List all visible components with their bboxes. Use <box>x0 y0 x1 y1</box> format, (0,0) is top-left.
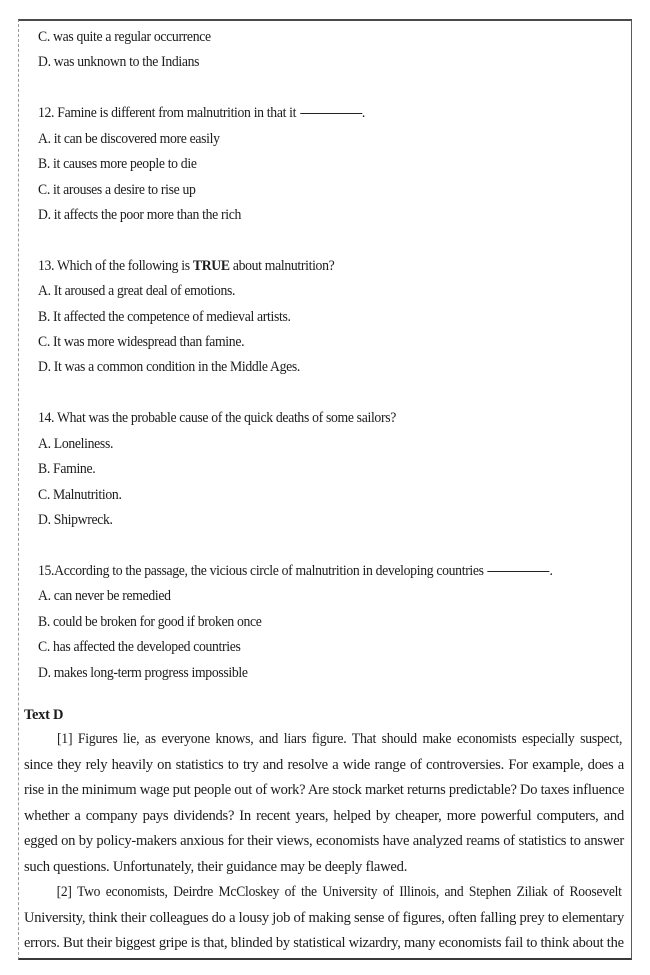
option-c: C. Malnutrition. <box>38 486 122 503</box>
option-b: B. Famine. <box>38 461 96 478</box>
paragraph-line: since they rely heavily on statistics to try and resolve a wide range of controversies. For example, does a <box>24 756 624 773</box>
option-b: B. it causes more people to die <box>38 156 197 173</box>
option-d: D. Shipwreck. <box>38 512 113 529</box>
paragraph-line: egged on by policy-makers anxious for their views, economists have analyzed reams of statistics to answer <box>24 833 624 849</box>
question-12 <box>38 101 628 228</box>
option-b: B. It affected the competence of medieval artists. <box>38 308 291 325</box>
question-13 <box>38 254 628 381</box>
paragraph-line: such questions. Unfortunately, their guidance may be deeply flawed. <box>24 858 408 875</box>
question-15 <box>38 559 628 686</box>
question-stem: 14. What was the probable cause of the quick deaths of some sailors? <box>38 410 396 427</box>
option-d: D. it affects the poor more than the rich <box>38 206 242 223</box>
option-a: A. Loneliness. <box>38 435 114 452</box>
option-a: A. it can be discovered more easily <box>38 130 220 147</box>
option-a: A. can never be remedied <box>38 588 171 605</box>
paragraph-line: whether a company pays dividends? In recent years, helped by cheaper, more powerful computers, and <box>24 807 624 824</box>
section-title: Text D <box>24 707 64 723</box>
option-c: C. it arouses a desire to rise up <box>38 181 196 198</box>
option-d: D. makes long-term progress impossible <box>38 664 248 681</box>
option-b: B. could be broken for good if broken once <box>38 613 262 630</box>
answer-blank <box>487 571 549 572</box>
paragraph-2 <box>24 880 624 957</box>
question-stem: 12. Famine is different from malnutrition in that it . <box>38 105 366 122</box>
option-d: D. It was a common condition in the Middle Ages. <box>38 359 300 376</box>
option-11-d: D. was unknown to the Indians <box>38 54 200 71</box>
paragraph-line: [1] Figures lie, as everyone knows, and liars figure. That should make economists especially suspect, <box>56 731 623 747</box>
text-d-section <box>24 705 624 957</box>
questions-section <box>38 25 628 686</box>
option-c: C. has affected the developed countries <box>38 639 241 656</box>
option-c: C. It was more widespread than famine. <box>38 334 245 351</box>
paragraph-line: University, think their colleagues do a lousy job of making sense of figures, often falling prey to elementary <box>24 909 624 926</box>
question-stem: 13. Which of the following is TRUE about malnutrition? <box>38 257 335 274</box>
paragraph-1 <box>24 727 624 880</box>
question-stem: 15.According to the passage, the vicious circle of malnutrition in developing countries . <box>38 563 553 580</box>
answer-blank <box>300 113 362 114</box>
option-a: A. It aroused a great deal of emotions. <box>38 283 236 300</box>
paragraph-line: rise in the minimum wage put people out of work? Are stock market returns predictable? Do taxes influence <box>24 782 625 798</box>
question-14 <box>38 406 628 533</box>
paragraph-line: errors. But their biggest gripe is that, blinded by statistical wizardry, many economists fail to think about the <box>24 935 624 951</box>
paragraph-line: [2] Two economists, Deirdre McCloskey of the University of Illinois, and Stephen Ziliak of Roosevelt <box>56 884 622 900</box>
option-11-c: C. was quite a regular occurrence <box>38 29 211 45</box>
